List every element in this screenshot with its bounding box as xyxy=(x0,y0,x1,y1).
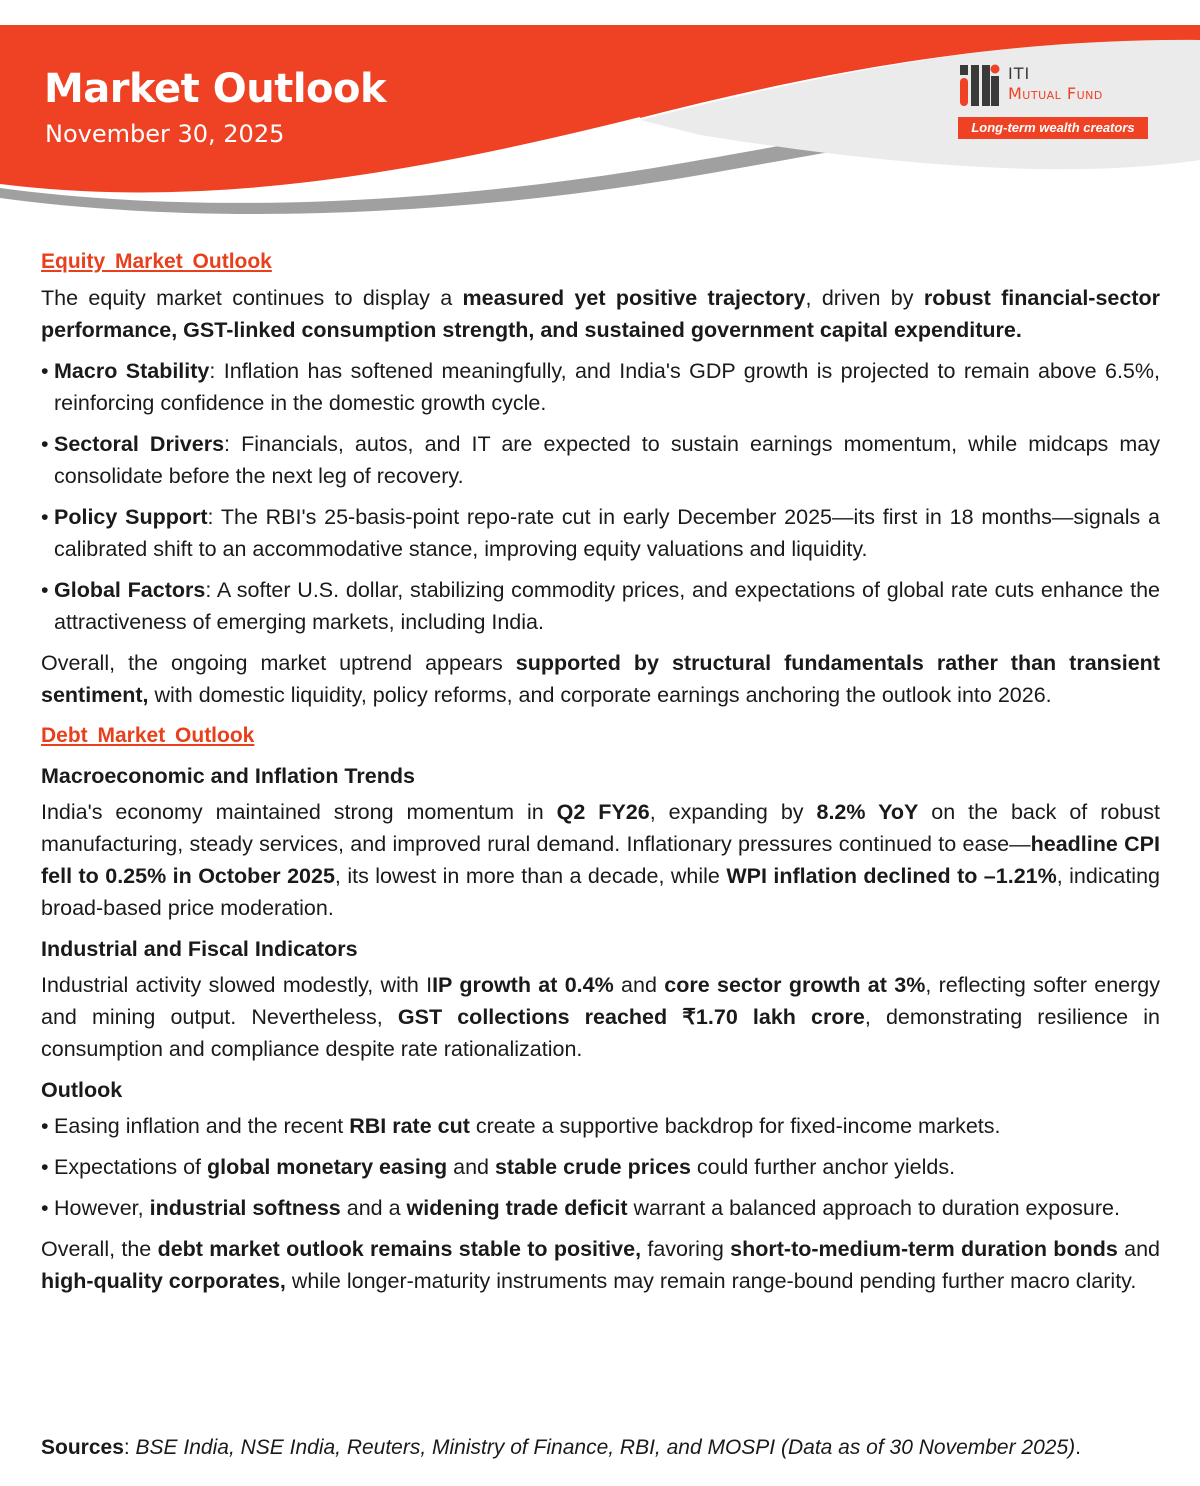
text: , expanding by xyxy=(649,800,817,824)
iti-mutual-fund-logo xyxy=(958,64,1150,140)
bullet-icon: • xyxy=(41,505,49,529)
emphasis: WPI inflation declined to –1.21% xyxy=(726,864,1057,888)
report-date: November 30, 2025 xyxy=(45,120,285,148)
text: and xyxy=(447,1155,495,1179)
sources-list: BSE India, NSE India, Reuters, Ministry of Finance, RBI, and MOSPI (Data as of 30 November 2025) xyxy=(135,1436,1076,1459)
text: , indicating broad-based price moderation. xyxy=(41,864,1160,920)
industrial-fiscal-heading: Industrial and Fiscal Indicators xyxy=(41,937,358,961)
text: and xyxy=(613,973,665,997)
bullet-text: : Inflation has softened meaningfully, and India's GDP growth is projected to remain above 6.5%, reinforcing confidence in the domestic growth cycle. xyxy=(54,359,1160,415)
equity-section-heading: Equity Market Outlook xyxy=(41,250,272,273)
emphasis: high-quality corporates, xyxy=(41,1269,286,1293)
bullet-label: Global Factors xyxy=(54,578,206,602)
emphasis: industrial softness xyxy=(149,1196,341,1220)
emphasis: stable crude prices xyxy=(494,1155,691,1179)
outlook-bullet xyxy=(41,1151,1160,1183)
bullet-text: : The RBI's 25-basis-point repo-rate cut in early December 2025—its first in 18 months—signals a calibrated shift to an accommodative stance, improving equity valuations and liquidity. xyxy=(54,505,1160,561)
bullet-icon: • xyxy=(41,432,49,456)
page-title: Market Outlook xyxy=(44,66,387,112)
equity-bullet-macro-stability xyxy=(41,355,1160,419)
text: : xyxy=(123,1436,136,1459)
emphasis: RBI rate cut xyxy=(349,1114,470,1138)
industrial-fiscal-paragraph xyxy=(41,969,1160,1065)
emphasis: debt market outlook remains stable to positive, xyxy=(157,1237,642,1261)
emphasis: Q2 FY26 xyxy=(556,800,650,824)
text: while longer-maturity instruments may remain range-bound pending further macro clarity. xyxy=(285,1269,1137,1293)
text: and xyxy=(1117,1237,1160,1261)
equity-bullet-sectoral-drivers xyxy=(41,428,1160,492)
bullet-icon: • xyxy=(41,1155,49,1179)
sources-footnote xyxy=(41,1436,1081,1460)
bullet-icon: • xyxy=(41,359,49,383)
debt-section-heading: Debt Market Outlook xyxy=(41,724,255,747)
text: could further anchor yields. xyxy=(690,1155,956,1179)
text: with domestic liquidity, policy reforms, and corporate earnings anchoring the outlook into 2026. xyxy=(148,683,1052,707)
macro-trends-heading: Macroeconomic and Inflation Trends xyxy=(41,764,415,788)
text: , reflecting softer energy and mining output. Nevertheless, xyxy=(41,973,1160,1029)
logo-text-iti: ITI xyxy=(1008,64,1031,83)
emphasis: 8.2% YoY xyxy=(816,800,919,824)
equity-bullet-global-factors xyxy=(41,574,1160,638)
text: However, xyxy=(54,1196,150,1220)
outlook-heading: Outlook xyxy=(41,1078,123,1102)
text: and a xyxy=(340,1196,407,1220)
text: Industrial activity slowed modestly, with I xyxy=(41,973,433,997)
outlook-bullet xyxy=(41,1110,1160,1142)
emphasis: headline CPI fell to 0.25% in October 2025 xyxy=(41,832,1160,888)
macro-trends-paragraph xyxy=(41,796,1160,924)
emphasis: widening trade deficit xyxy=(406,1196,628,1220)
bullet-label: Policy Support xyxy=(54,505,208,529)
text: , its lowest in more than a decade, while xyxy=(334,864,727,888)
text: Overall, the xyxy=(41,1237,158,1261)
text: favoring xyxy=(641,1237,731,1261)
text: . xyxy=(1075,1436,1081,1459)
emphasis: global monetary easing xyxy=(206,1155,448,1179)
bullet-label: Sectoral Drivers xyxy=(54,432,225,456)
bullet-label: Macro Stability xyxy=(54,359,210,383)
text: The equity market continues to display a xyxy=(41,286,463,310)
emphasis: short-to-medium-term duration bonds xyxy=(730,1237,1118,1261)
equity-bullet-policy-support xyxy=(41,501,1160,565)
iti-logo-icon xyxy=(958,64,1002,106)
text: , driven by xyxy=(805,286,924,310)
emphasis: measured yet positive trajectory xyxy=(462,286,806,310)
bullet-icon: • xyxy=(41,578,49,602)
page-header xyxy=(0,0,1200,220)
text: Easing inflation and the recent xyxy=(54,1114,350,1138)
text: , demonstrating resilience in consumption and compliance despite rate rationalization. xyxy=(41,1005,1160,1061)
logo-text-mutual-fund: Mutual Fund xyxy=(1008,84,1103,103)
emphasis: GST collections reached ₹1.70 lakh crore xyxy=(397,1005,865,1029)
bullet-text: : Financials, autos, and IT are expected to sustain earnings momentum, while midcaps may consolidate before the next leg of recovery. xyxy=(54,432,1160,488)
bullet-icon: • xyxy=(41,1114,49,1138)
debt-conclusion xyxy=(41,1233,1160,1297)
emphasis: core sector growth at 3% xyxy=(664,973,926,997)
text: India's economy maintained strong momentum in xyxy=(41,800,557,824)
text: warrant a balanced approach to duration exposure. xyxy=(627,1196,1120,1220)
equity-intro xyxy=(41,282,1160,346)
emphasis: robust financial-sector performance, GST-linked consumption strength, and sustained government capital expenditure. xyxy=(41,286,1160,342)
emphasis: supported by structural fundamentals rather than transient sentiment, xyxy=(41,651,1160,707)
text: Expectations of xyxy=(54,1155,207,1179)
logo-tagline: Long-term wealth creators xyxy=(958,117,1148,139)
text: on the back of robust manufacturing, steady services, and improved rural demand. Inflationary pressures continued to ease— xyxy=(41,800,1160,856)
text: Overall, the ongoing market uptrend appears xyxy=(41,651,516,675)
sources-label: Sources xyxy=(41,1436,124,1459)
bullet-icon: • xyxy=(41,1196,49,1220)
equity-conclusion xyxy=(41,647,1160,711)
outlook-bullet xyxy=(41,1192,1160,1224)
bullet-text: : A softer U.S. dollar, stabilizing commodity prices, and expectations of global rate cuts enhance the attractiveness of emerging markets, including India. xyxy=(54,578,1160,634)
emphasis: IP growth at 0.4% xyxy=(432,973,614,997)
text: create a supportive backdrop for fixed-income markets. xyxy=(469,1114,1001,1138)
report-body xyxy=(41,246,1160,1306)
